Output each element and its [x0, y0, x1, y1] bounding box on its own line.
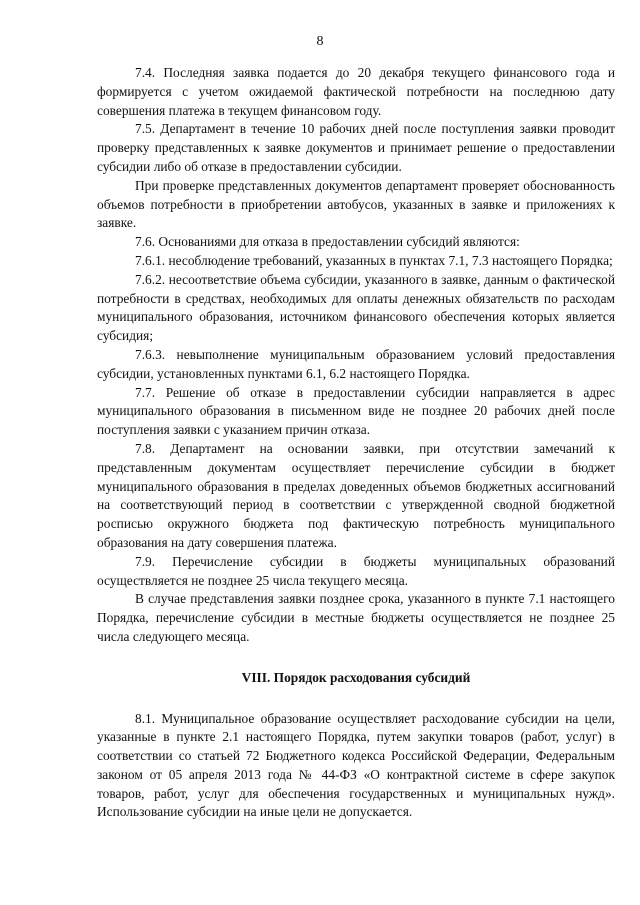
paragraph-7-9-late: В случае представления заявки позднее срока, указанного в пункте 7.1 настоящего Порядка, перечисление субсидии в местные бюджеты осуществляется не позднее 25 числа следующего месяца. [97, 591, 615, 644]
paragraph-7-4: 7.4. Последняя заявка подается до 20 декабря текущего финансового года и формируется с учетом ожидаемой фактической потребности на последнюю дату совершения платежа в текущем финансовом году. [97, 65, 615, 118]
paragraph-7-5-check: При проверке представленных документов департамент проверяет обоснованность объемов потребности в приобретении автобусов, указанных в заявке и приложениях к заявке. [97, 177, 615, 231]
paragraph-7-6-1: 7.6.1. несоблюдение требований, указанных в пунктах 7.1, 7.3 настоящего Порядка; [135, 252, 613, 268]
paragraph-7-6-2: 7.6.2. несоответствие объема субсидии, указанного в заявке, данным о фактической потребности в средствах, необходимых для оплаты денежных обязательств по расходам муниципального образования, источником финансового обеспечения которых является субсидия; [97, 271, 615, 344]
paragraph-8-1: 8.1. Муниципальное образование осуществляет расходование субсидии на цели, указанные в пункте 2.1 настоящего Порядка, путем закупки товаров (работ, услуг) в соответствии со статьей 72 Бюджетного кодекса Российской Федерации, Федеральным законом от 05 апреля 2013 года № 44-ФЗ «О контрактной системе в сфере закупок товаров, работ, услуг для обеспечения государственных и муниципальных нужд». Использование субсидии на иные цели не допускается. [97, 710, 615, 820]
section-heading: VIII. Порядок расходования субсидий [241, 669, 471, 685]
paragraph-7-8: 7.8. Департамент на основании заявки, при отсутствии замечаний к представленным документам осуществляет перечисление субсидии в бюджет муниципального образования в пределах доведенных объемов бюджетных ассигнований на соответствующий период в соответствии с утвержденной сводной бюджетной росписью окружного бюджета под фактическую потребность муниципального образования на дату совершения платежа. [97, 440, 615, 550]
paragraph-7-6-3: 7.6.3. невыполнение муниципальным образованием условий предоставления субсидии, установленных пунктами 6.1, 6.2 настоящего Порядка. [97, 346, 615, 381]
paragraph-7-6: 7.6. Основаниями для отказа в предоставлении субсидий являются: [135, 234, 520, 250]
paragraph-7-7: 7.7. Решение об отказе в предоставлении субсидии направляется в адрес муниципального образования в письменном виде не позднее 20 рабочих дней после поступления заявки с указанием причин отказа. [97, 384, 615, 438]
paragraph-7-9: 7.9. Перечисление субсидии в бюджеты муниципальных образований осуществляется не позднее 25 числа текущего месяца. [97, 553, 615, 588]
document-body [97, 64, 615, 822]
page-number: 8 [316, 34, 324, 49]
paragraph-7-5: 7.5. Департамент в течение 10 рабочих дней после поступления заявки проводит проверку представленных к заявке документов и принимает решение о предоставлении субсидии либо об отказе в предоставлении субсидии. [97, 121, 615, 174]
